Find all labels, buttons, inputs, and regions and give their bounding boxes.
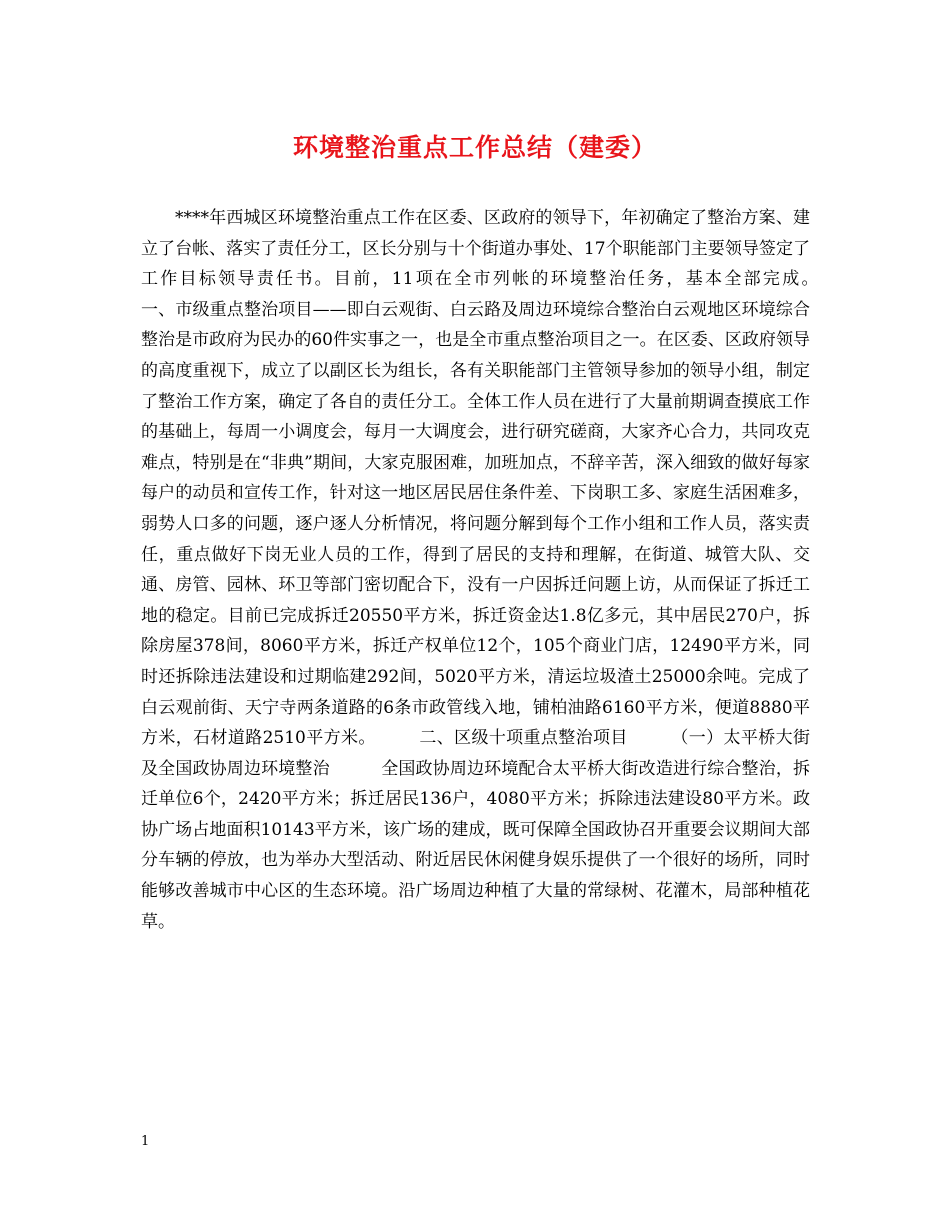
document-body-paragraph: ****年西城区环境整治重点工作在区委、区政府的领导下，年初确定了整治方案、建立了台帐、落实了责任分工，区长分别与十个街道办事处、17个职能部门主要领导签定了工作目标领导责任书。目前，11项在全市列帐的环境整治任务，基本全部完成。 一、市级重点整治项目——即白云观街、白云路及周边环境综合整治白云观地区环境综合整治是市政府为民办的60件实事之一，也是全市重点整治项目之一。在区委、区政府领导的高度重视下，成立了以副区长为组长，各有关职能部门主管领导参加的领导小组，制定了整治工作方案，确定了各自的责任分工。全体工作人员在进行了大量前期调查摸底工作的基础上，每周一小调度会，每月一大调度会，进行研究磋商，大家齐心合力，共同攻克难点，特别是在“非典”期间，大家克服困难，加班加点，不辞辛苦，深入细致的做好每家每户的动员和宣传工作，针对这一地区居民居住条件差、下岗职工多、家庭生活困难多，弱势人口多的问题，逐户逐人分析情况，将问题分解到每个工作小组和工作人员，落实责任，重点做好下岗无业人员的工作，得到了居民的支持和理解，在街道、城管大队、交通、房管、园林、环卫等部门密切配合下，没有一户因拆迁问题上访，从而保证了拆迁工地的稳定。目前已完成拆迁20550平方米，拆迁资金达1.8亿多元，其中居民270户，拆除房屋378间，8060平方米，拆迁产权单位12个，105个商业门店，12490平方米，同时还拆除违法建设和过期临建292间，5020平方米，清运垃圾渣土25000余吨。完成了白云观前街、天宁寺两条道路的6条市政管线入地，铺柏油路6160平方米，便道8880平方米，石材道路2510平方米。 二、区级十项重点整治项目 （一）太平桥大街及全国政协周边环境整治 全国政协周边环境配合太平桥大街改造进行综合整治，拆迁单位6个，2420平方米；拆迁居民136户，4080平方米；拆除违法建设80平方米。政协广场占地面积10143平方米，该广场的建成，既可保障全国政协召开重要会议期间大部分车辆的停放，也为举办大型活动、附近居民休闲健身娱乐提供了一个很好的场所，同时能够改善城市中心区的生态环境。沿广场周边种植了大量的常绿树、花灌木，局部种植花草。 — [141, 208, 861, 932]
page-number: 1 — [141, 1134, 150, 1149]
document-title: 环境整治重点工作总结（建委） — [292, 133, 657, 162]
